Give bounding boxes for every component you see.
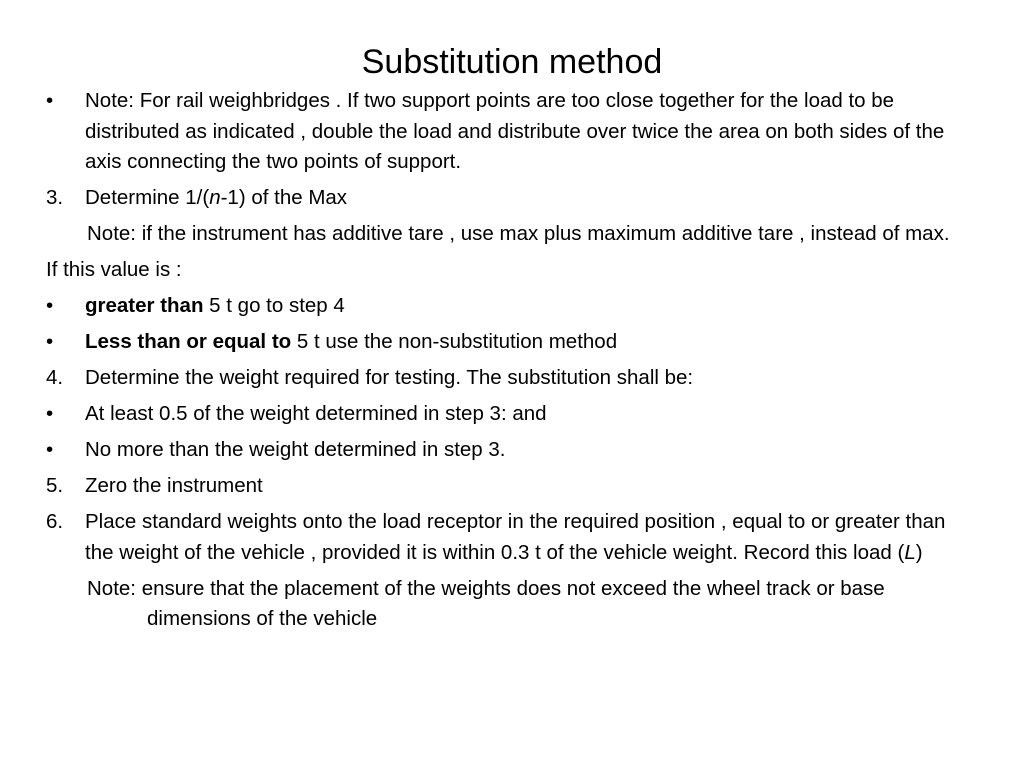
slide-body bbox=[46, 86, 966, 640]
step-number: 6. bbox=[46, 510, 64, 533]
substitution-min bbox=[46, 399, 966, 430]
item-bold-text: Less than or equal to bbox=[85, 330, 292, 353]
item-text-italic: n bbox=[209, 186, 221, 209]
note-rail-weighbridges bbox=[46, 86, 966, 178]
step-number: 3. bbox=[46, 186, 64, 209]
bullet-marker: • bbox=[46, 402, 54, 425]
item-text: Zero the instrument bbox=[85, 474, 263, 497]
bullet-marker: • bbox=[46, 89, 54, 112]
item-text-start: Place standard weights onto the load receptor in the required position , equal to or greater than the weight of the vehicle , provided it is within 0.3 t of the vehicle weight. Record this load ( bbox=[85, 510, 946, 564]
slide-title: Substitution method bbox=[361, 43, 663, 81]
note-additive-tare bbox=[46, 219, 966, 250]
condition-greater-than bbox=[46, 291, 966, 322]
step-number: 5. bbox=[46, 474, 64, 497]
bullet-marker: • bbox=[46, 438, 54, 461]
step-4 bbox=[46, 363, 966, 394]
item-text: Note: ensure that the placement of the weights does not exceed the wheel track or base dimensions of the vehicle bbox=[87, 576, 885, 630]
condition-less-or-equal bbox=[46, 327, 966, 358]
item-text: At least 0.5 of the weight determined in step 3: and bbox=[85, 402, 547, 425]
value-condition-intro bbox=[46, 255, 966, 286]
substitution-max bbox=[46, 435, 966, 466]
bullet-marker: • bbox=[46, 330, 54, 353]
item-text: 5 t use the non-substitution method bbox=[291, 330, 618, 353]
step-6 bbox=[46, 507, 966, 568]
item-text-end: -1) of the Max bbox=[220, 186, 348, 209]
step-5 bbox=[46, 471, 966, 502]
step-3 bbox=[46, 183, 966, 214]
step-number: 4. bbox=[46, 366, 64, 389]
item-text: Note: if the instrument has additive tare , use max plus maximum additive tare , instead of max. bbox=[87, 222, 950, 245]
item-text: Determine the weight required for testing. The substitution shall be: bbox=[85, 366, 694, 389]
item-text-start: Determine 1/( bbox=[85, 186, 210, 209]
item-text: Note: For rail weighbridges . If two support points are too close together for the load to be distributed as indicated , double the load and distribute over twice the area on both sides of the axis connecting the two points of support. bbox=[85, 89, 945, 173]
item-bold-text: greater than bbox=[85, 294, 204, 317]
item-text: No more than the weight determined in step 3. bbox=[85, 438, 506, 461]
bullet-marker: • bbox=[46, 294, 54, 317]
item-text: 5 t go to step 4 bbox=[203, 294, 345, 317]
item-text-italic: L bbox=[904, 540, 916, 564]
item-text: If this value is : bbox=[46, 258, 182, 281]
note-weight-placement bbox=[46, 574, 966, 635]
item-text-end: ) bbox=[915, 540, 923, 564]
